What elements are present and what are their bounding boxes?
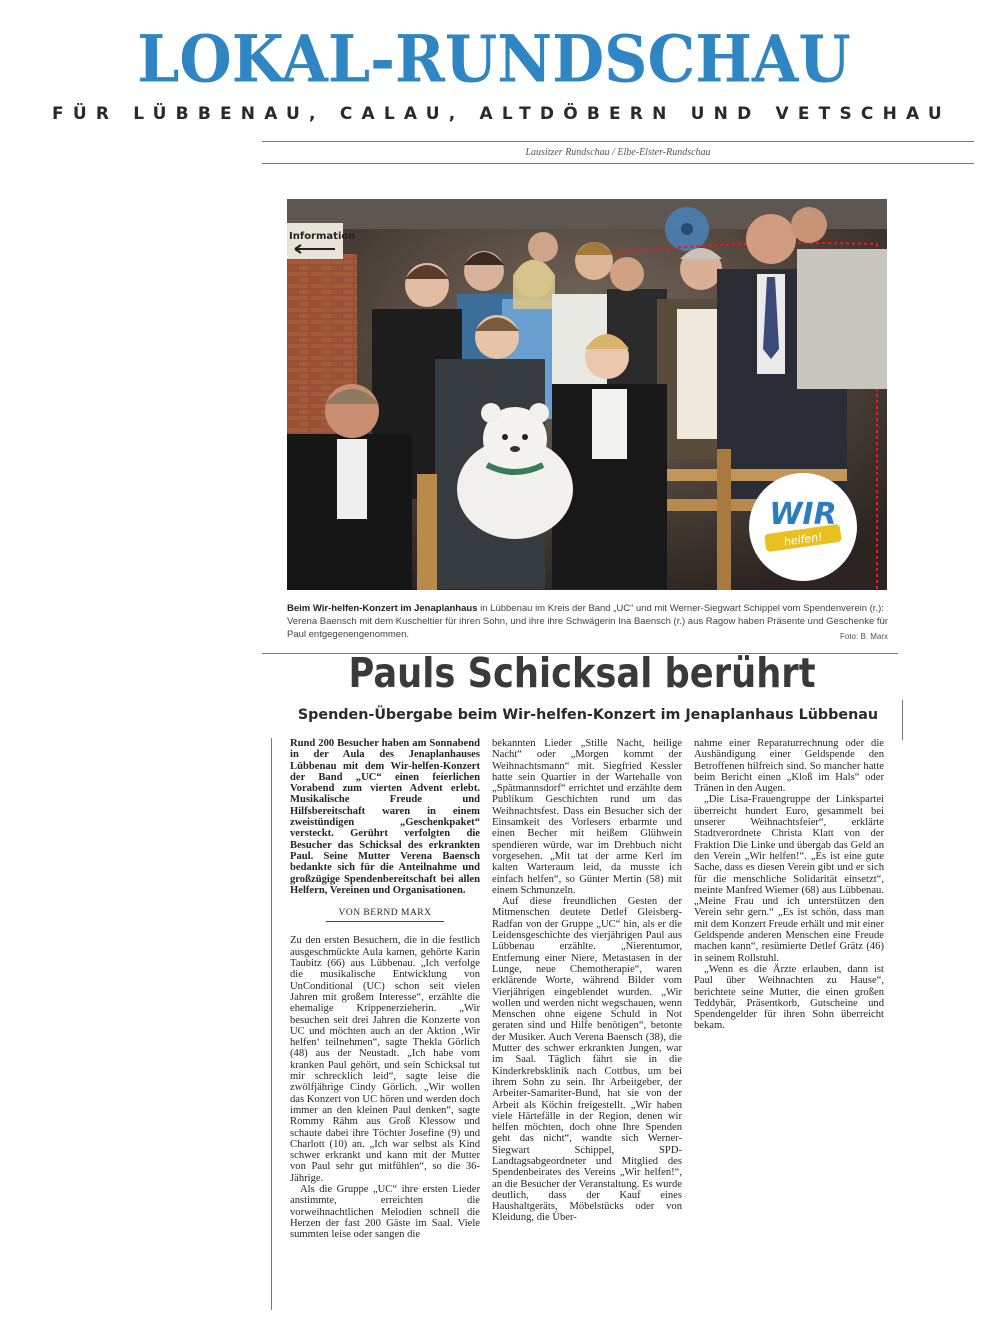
column-rule-right — [902, 700, 903, 740]
article-headline: Pauls Schicksal berührt — [348, 649, 816, 697]
logo-text: WIR — [769, 497, 837, 532]
photo-credit: Foto: B. Marx — [839, 632, 888, 641]
photo-caption — [287, 602, 888, 643]
article-paragraph: „Wenn es die Ärzte erlauben, dann ist Paul über Weihnachten zu Hause“, berichtete seine Mutter, die einen großen Teddybär, Präsentkorb, Gutscheine und Spendengelder für ihren Sohn überreicht bekam. — [694, 963, 884, 1032]
column-rule-left — [271, 738, 272, 1310]
top-rule — [262, 141, 974, 142]
article-lead: Rund 200 Besucher haben am Sonnabend in der Aula des Jenaplanhauses Lübbenau mit dem Wir-helfen-Konzert der Band „UC“ einen feierlichen Vorabend zum vierten Advent erlebt. Musikalische Freude und Hilfsbereitschaft waren in einem zweistündigen „Geschenkpaket“ versteckt. Gerührt verfolgten die Besucher das Schicksal des erkrankten Paul. Seine Mutter Verena Baensch bedankte sich für die Anteilnahme und großzügige Spendenbereitschaft bei allen Helfern, Vereinen und Organisationen. — [290, 738, 480, 896]
article-column-2 — [492, 738, 682, 1224]
article-subhead: Spenden-Übergabe beim Wir-helfen-Konzert im Jenaplanhaus Lübbenau — [297, 707, 879, 723]
masthead-subtitle: FÜR LÜBBENAU, CALAU, ALTDÖBERN UND VETSCHAU — [52, 104, 951, 124]
article-paragraph: Als die Gruppe „UC“ ihre ersten Lieder anstimmte, erreichten die vorweihnachtlichen Melodien schnell die Herzen der fast 200 Gäste im Saal. Viele summten leise oder sangen die — [290, 1183, 480, 1241]
article-paragraph: nahme einer Reparaturrechnung oder die Aushändigung einer Geldspende den Betroffenen hilfreich sind. So mancher hatte beim Bericht einen „Kloß im Hals“ oder Tränen in den Augen. — [694, 738, 884, 795]
article-column-1 — [290, 738, 480, 1240]
logo-subtext: helfen! — [783, 530, 824, 549]
caption-text: in Lübbenau im Kreis der Band „UC“ und mit Werner-Siegwart Schippel vom Spendenverein (r.): Verena Baensch mit dem Kuscheltier für ihren Sohn, und ihre ihre Schwägerin Ina Baensch (r.) aus Ragow haben Präsente und Geschenke für Paul entgegenengenommen. — [287, 603, 888, 640]
sign-text: Information — [289, 231, 356, 242]
source-line: Lausitzer Rundschau / Elbe-Elster-Rundschau — [525, 147, 711, 158]
group-photo-illustration — [287, 199, 887, 590]
article-paragraph: „Die Lisa-Frauengruppe der Linkspartei überreicht hundert Euro, gesammelt bei unserer Weihnachtsfeier“, erklärte Stadtverordnete Christa Klatt von der Fraktion Die Linke und übergab das Geld an den Verein „Wir helfen!“. „Es ist eine gute Sache, dass es diesen Verein gibt und er sich für die menschliche Solidarität einsetzt“, meinte Manfred Wiemer (68) aus Lübbenau. „Meine Frau und ich unterstützen den Verein sehr gern.“ „Es ist schön, dass man mit dem Konzert Freude erhält und mit einer Geldspende anderen Menschen eine Freude machen kann“, resümierte Detlef Grätz (46) in seinem Rollstuhl. — [694, 794, 884, 964]
article-byline: VON BERND MARX — [290, 908, 480, 919]
caption-bold: Beim Wir-helfen-Konzert im Jenaplanhaus — [287, 603, 478, 614]
article-paragraph: Zu den ersten Besuchern, die in die festlich ausgeschmückte Aula kamen, gehörte Karin Taubitz (66) aus Lübbenau. „Ich verfolge die musikalische Entwicklung von UnConditional (UC) schon seit vielen Jahren mit großem Interesse“, erzählte die ehemalige Krippenerzieherin. „Wir besuchen seit drei Jahren die Konzerte von UC und möchten auch an der Aktion ‚Wir helfen‘ teilnehmen“, sagte Thekla Görlich (48) aus der Neustadt. „Ich habe vom kranken Paul gehört, und sein Schicksal tut mir schrecklich leid“, sagte leise die zwölfjährige Cindy Görlich. „Wir wollen das Konzert von UC hören und werden doch immer an den kleinen Paul denken“, sagte Rommy Rähm aus Groß Klessow und schaute dabei ihre Töchter Josefine (9) und Charlott (10) an. „Ich war selbst als Kind schwer erkrankt und kann mit der Mutter von Paul sehr gut mitfühlen“, so die 36-Jährige. — [290, 935, 480, 1184]
article-paragraph: bekannten Lieder „Stille Nacht, heilige Nacht“ oder „Morgen kommt der Weihnachtsmann“ mit. Siegfried Kessler hatte sein Quartier in der Wartehalle von „Spätmannsdorf“ errichtet und erzählte dem Publikum Geschichten rund um das Weihnachtsfest. Dass ein Besucher sich der Einsamkeit des Vorlesers erbarmte und einen Becher mit heißem Glühwein spendieren würde, war im Drehbuch nicht vorgesehen. „Mit tat der arme Kerl im kalten Warteraum leid, da musste ich einfach helfen“, so Günter Mertin (58) mit einem Schmunzeln. — [492, 738, 682, 896]
article-column-3 — [694, 738, 884, 1032]
source-rule — [262, 163, 974, 164]
wir-helfen-logo — [749, 473, 857, 581]
article-paragraph: Auf diese freundlichen Gesten der Mitmenschen deutete Detlef Gleisberg-Radfan von der Gruppe „UC“ hin, als er die Leidensgeschichte des vierjährigen Paul aus Lübbenau erzählte. „Nierentumor, Entfernung einer Niere, Metastasen in der Lunge, neue Chemotherapie“, waren erklärende Worte, während Bilder vom Vierjährigen eingeblendet wurden. „Wir wollen und werden nicht wegschauen, wenn Menschen ohne eigene Schuld in Not geraten sind und Hilfe benötigen“, betonte der Musiker. Auch Verena Baensch (38), die Mutter des schwer erkrankten Jungen, war im Saal. Täglich fährt sie in die Kinderkrebsklinik nach Cottbus, um bei ihrem Sohn zu sein. Ihr Arbeitgeber, der Arbeiter-Samariter-Bund, hat sie von der Arbeit als Köchin freigestellt. „Wir haben viele Härtefälle in der Region, denen wir helfen möchten, doch ohne Ihre Spenden geht das nicht“, wandte sich Werner-Siegwart Schippel, SPD-Landtagsabgeordneter und Mitglied des Spendenbeirates des Vereins „Wir helfen!“, an die Besucher der Veranstaltung. Es wurde deutlich, dass der Kauf eines Haushaltgeräts, Möbelstücks oder von Kleidung, die Über- — [492, 896, 682, 1224]
group-photo — [287, 199, 887, 590]
masthead-title: LOKAL-RUNDSCHAU — [137, 22, 851, 98]
